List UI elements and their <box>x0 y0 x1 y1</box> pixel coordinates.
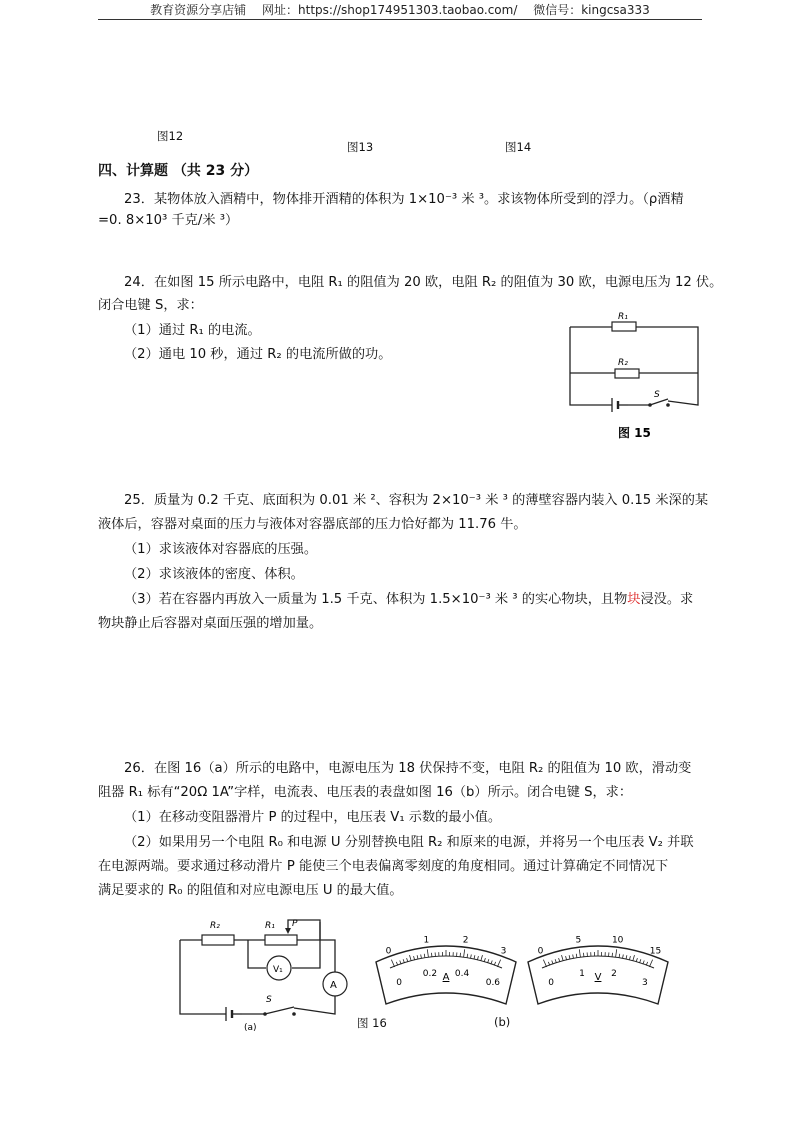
voltmeter-top-label: 0 <box>537 946 544 957</box>
q25-sub3-b: 浸没。求 <box>640 592 694 607</box>
shop-name: 教育资源分享店铺 <box>150 3 247 17</box>
shop-url: 网址：https://shop174951303.taobao.com/ <box>262 3 518 17</box>
caption-fig13: 图13 <box>347 140 374 154</box>
section-title: 四、计算题 （共 23 分） <box>98 163 259 179</box>
caption-16b: (b) <box>494 1015 511 1029</box>
caption-fig12: 图12 <box>157 129 184 143</box>
q26-line1: 26．在图 16（a）所示的电路中，电源电压为 18 伏保持不变，电阻 R₂ 的阻值为 10 欧，滑动变 <box>124 761 692 776</box>
header-rule <box>98 19 702 20</box>
q25-sub1: （1）求该液体对容器底的压强。 <box>124 542 318 557</box>
ammeter-bottom-label: 0.2 <box>422 969 438 980</box>
label-p: P <box>292 919 298 929</box>
ammeter-top-label: 1 <box>423 935 430 946</box>
label-s: S <box>266 995 272 1005</box>
caption-fig15: 图 15 <box>618 426 651 440</box>
q26-sub1: （1）在移动变阻器滑片 P 的过程中，电压表 V₁ 示数的最小值。 <box>124 810 502 825</box>
q25-sub2: （2）求该液体的密度、体积。 <box>124 567 304 582</box>
q25-line1: 25．质量为 0.2 千克、底面积为 0.01 米 ²、容积为 2×10⁻³ 米 ³ 的薄壁容器内装入 0.15 米深的某 <box>124 493 709 508</box>
label-a: A <box>330 980 337 991</box>
q26-sub2-l1: （2）如果用另一个电阻 R₀ 和电源 U 分别替换电阻 R₂ 和原来的电源，并将另一个电压表 V₂ 并联 <box>124 835 694 850</box>
ammeter-dial <box>372 932 520 1008</box>
slider-p <box>285 928 291 934</box>
q25-line2: 液体后，容器对桌面的压力与液体对容器底部的压力恰好都为 11.76 牛。 <box>98 517 527 532</box>
voltmeter-bottom-label: 0 <box>548 977 554 988</box>
label-s: S <box>654 390 660 400</box>
q23-line2: =0. 8×10³ 千克/米 ³） <box>98 213 239 228</box>
caption-fig14: 图14 <box>505 140 532 154</box>
ammeter-top-label: 0 <box>385 946 392 957</box>
resistor-r2 <box>202 935 234 945</box>
label-v1: V₁ <box>273 965 283 975</box>
q25-sub3-line2: 物块静止后容器对桌面压强的增加量。 <box>98 616 323 631</box>
label-r2: R₂ <box>618 358 628 368</box>
q26-sub2-l2: 在电源两端。要求通过移动滑片 P 能使三个电表偏离零刻度的角度相同。通过计算确定不同情况下 <box>98 859 669 874</box>
caption-fig16: 图 16 <box>357 1016 387 1030</box>
ammeter-top-label: 2 <box>462 935 469 946</box>
voltmeter-bottom-label: 2 <box>611 969 617 980</box>
label-r2: R₂ <box>210 921 220 931</box>
wechat-id: 微信号：kingcsa333 <box>533 3 650 17</box>
ammeter-bottom-label: 0 <box>396 977 402 988</box>
voltmeter-dial <box>524 932 672 1008</box>
voltmeter-unit: V <box>594 972 602 983</box>
caption-16a: (a) <box>244 1023 257 1033</box>
ammeter-bottom-label: 0.6 <box>485 977 501 988</box>
ammeter-unit: A <box>442 972 450 983</box>
switch-s <box>265 1007 294 1014</box>
q23-line1: 23．某物体放入酒精中，物体排开酒精的体积为 1×10⁻³ 米 ³。求该物体所受到的浮力。（ρ酒精 <box>124 192 684 207</box>
rheostat-r1 <box>265 935 297 945</box>
label-r1: R₁ <box>618 312 628 322</box>
voltmeter-top-label: 5 <box>575 935 582 946</box>
label-r1: R₁ <box>265 921 275 931</box>
ammeter-bottom-label: 0.4 <box>454 969 470 980</box>
q26-sub2-l3: 满足要求的 R₀ 的阻值和对应电源电压 U 的最大值。 <box>98 883 403 898</box>
q25-sub3-a: （3）若在容器内再放入一质量为 1.5 千克、体积为 1.5×10⁻³ 米 ³ 的实心物块，且物 <box>124 592 628 607</box>
q24-line1: 24．在如图 15 所示电路中，电阻 R₁ 的阻值为 20 欧，电阻 R₂ 的阻值为 30 欧，电源电压为 12 伏。 <box>124 275 723 290</box>
q26-line2: 阻器 R₁ 标有“20Ω 1A”字样，电流表、电压表的表盘如图 16（b）所示。闭合电键 S，求： <box>98 785 633 800</box>
ammeter-top-label: 3 <box>500 946 507 957</box>
q24-line2: 闭合电键 S，求： <box>98 298 203 313</box>
voltmeter-top-label: 15 <box>649 946 662 957</box>
q25-sub3-red: 块 <box>627 592 641 607</box>
figure-15-circuit <box>560 305 710 445</box>
resistor-r2 <box>615 369 639 378</box>
q24-sub2: （2）通电 10 秒，通过 R₂ 的电流所做的功。 <box>124 347 392 362</box>
voltmeter-bottom-label: 3 <box>642 977 648 988</box>
q25-sub3 <box>124 590 693 610</box>
voltmeter-top-label: 10 <box>611 935 624 946</box>
resistor-r1 <box>612 322 636 331</box>
q24-sub1: （1）通过 R₁ 的电流。 <box>124 323 261 338</box>
figure-16a-circuit <box>170 910 360 1035</box>
voltmeter-bottom-label: 1 <box>579 969 585 980</box>
